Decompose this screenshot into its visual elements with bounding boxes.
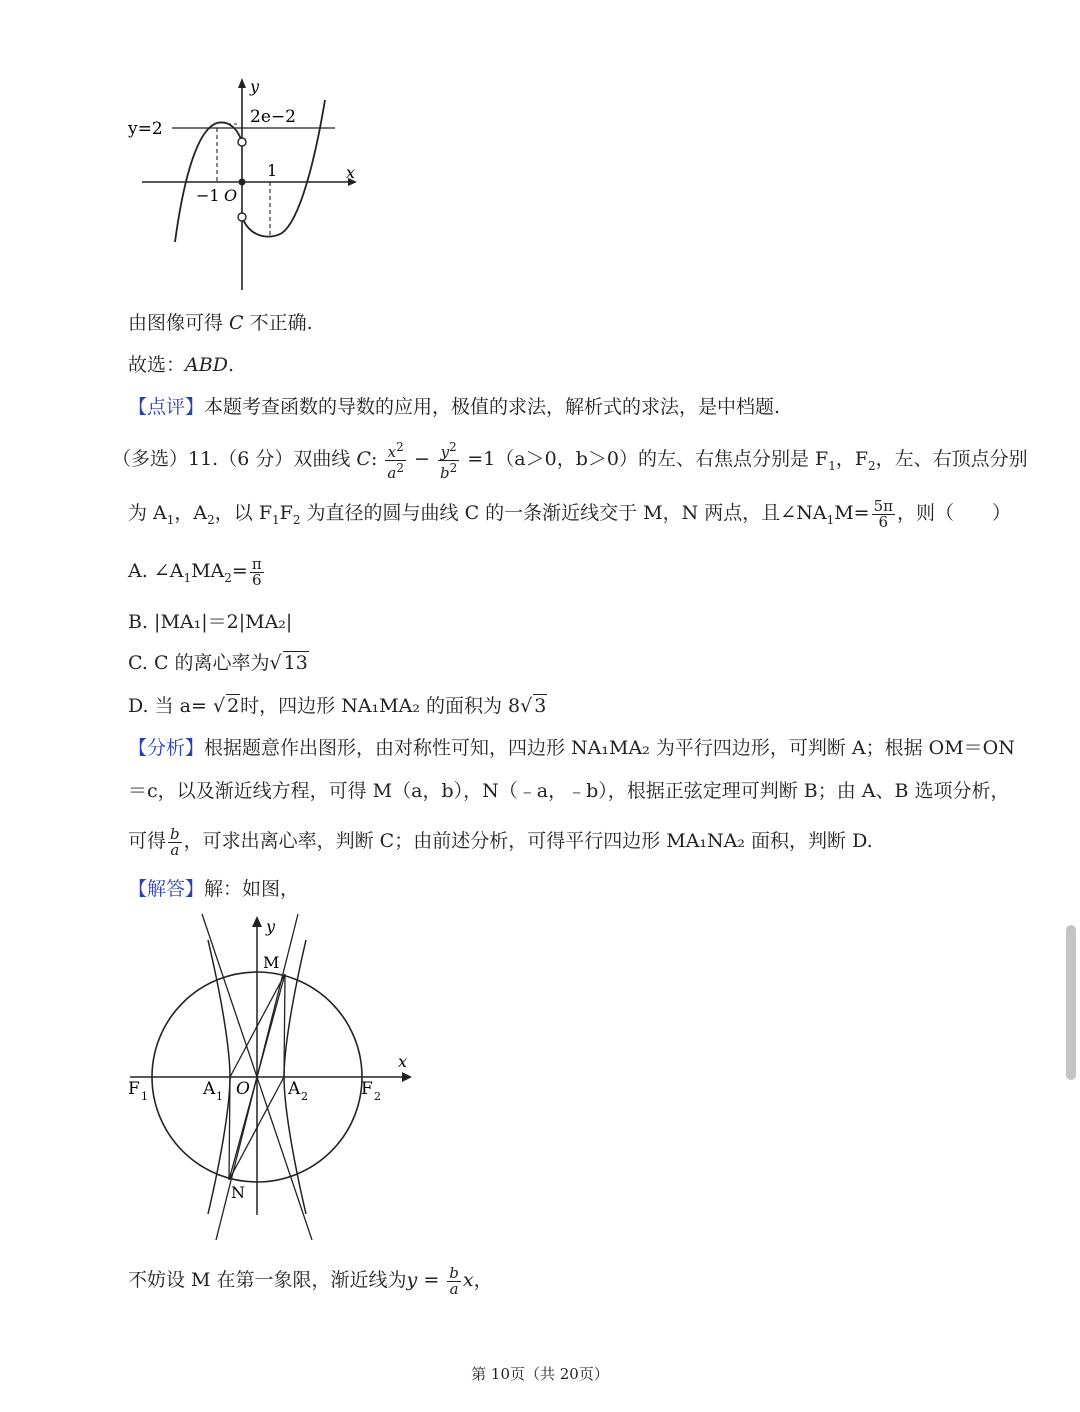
den: a	[170, 840, 180, 859]
analysis-text: 根据题意作出图形，由对称性可知，四边形 NA₁MA₂ 为平行四边形，可判断 A；根据 OM＝ON	[204, 737, 1015, 759]
var-C: C	[356, 448, 371, 470]
analysis-tag: 【分析】	[128, 737, 205, 759]
comment-line	[128, 395, 780, 419]
text: M=	[834, 502, 870, 524]
label-y2: y=2	[128, 119, 163, 139]
text: C. C 的离心率为	[128, 652, 270, 674]
text: ，则（ ）	[897, 502, 1012, 524]
scrollbar-thumb[interactable]	[1066, 925, 1076, 1080]
num: b	[170, 824, 180, 843]
text: MA	[191, 560, 225, 582]
text: =1（a＞0，b＞0）的左、右焦点分别是 F	[467, 448, 829, 470]
answer-body: 解：如图，	[204, 878, 300, 900]
label-A1: A	[203, 1079, 216, 1099]
label-A2-sub: 2	[301, 1090, 308, 1103]
sqrt-value: 13	[283, 652, 308, 674]
text: .	[227, 354, 234, 376]
comment-body: 本题考查函数的导数的应用，极值的求法，解析式的求法，是中档题.	[204, 396, 781, 418]
fraction-b-a	[447, 1263, 461, 1298]
label-A1-sub: 1	[216, 1090, 223, 1103]
open-point-bottom	[238, 213, 246, 221]
label-F2-sub: 2	[374, 1090, 381, 1103]
num: y	[440, 442, 450, 461]
label-y: y	[266, 917, 276, 936]
fraction-pi-6	[250, 554, 264, 589]
text: 时，四边形 NA₁MA₂ 的面积为 8	[240, 695, 521, 717]
text: 故选：	[128, 354, 186, 376]
option-a: A. $\angle A_1MA_2=$ $\frac{\pi}{6}$	[128, 554, 262, 589]
analysis-line-2: ＝c，以及渐近线方程，可得 M（a，b），N（﹣a，﹣b），根据正弦定理可判断 B；由 A、B 选项分析，	[128, 780, 1010, 802]
fraction-y2-b2: $\frac{y^2}{b^2}$	[440, 439, 458, 482]
analysis-line-3	[128, 818, 873, 864]
label-N: N	[231, 1183, 245, 1202]
label-A2: A	[288, 1079, 301, 1099]
label-F1: F	[128, 1079, 140, 1099]
den: a	[449, 1279, 459, 1298]
question-line-2: 为 $A_1$，$A_2$，以 $F_1F_2$ 为直径的圆与曲线 C 的一条渐近线交于 M，N 两点，且$\angle NA_1M=$ $\frac{5\pi}{6}$ ，则（ ）	[128, 496, 1012, 531]
num: x	[387, 442, 397, 461]
text: ，以 F	[214, 502, 273, 524]
label-O: O	[224, 186, 238, 205]
text: 由图像可得	[128, 312, 230, 334]
var-C: C	[229, 312, 244, 334]
text: =	[417, 1269, 446, 1291]
question-line-1: （多选）11.（6 分）双曲线 C: $\frac{x^2}{a^2}$ − $\frac{y^2}{b^2}$ =1（a＞0，b＞0）的左、右焦点分别是 $F_1$，$F_2$，左、右顶点分别	[112, 439, 1028, 482]
label-x: x	[398, 1052, 408, 1071]
text: ，左、右顶点分别	[875, 448, 1028, 470]
fraction-5pi-6	[872, 496, 895, 531]
num: π	[251, 554, 262, 573]
sqrt-sign: √	[520, 695, 533, 717]
sqrt-value: 2	[227, 695, 240, 717]
answer-tag: 【解答】	[128, 878, 205, 900]
option-d	[128, 694, 547, 718]
text: 为直径的圆与曲线 C 的一条渐近线交于 M，N 两点，且∠NA	[300, 502, 827, 524]
hyperbola-graph	[120, 910, 420, 1240]
open-point-top	[238, 138, 246, 146]
y-axis-arrow	[252, 916, 262, 927]
minus: −	[414, 448, 430, 470]
comment-tag: 【点评】	[128, 396, 205, 418]
conclusion-line	[128, 311, 313, 335]
sqrt-sign: √	[269, 652, 282, 674]
label-x: x	[346, 163, 356, 182]
text: =	[231, 560, 248, 582]
sqrt-sign: √	[212, 695, 226, 717]
den: 6	[878, 512, 889, 531]
label-minus1: −1	[196, 186, 220, 205]
fraction-x2-a2: $\frac{x^2}{a^2}$	[387, 439, 404, 482]
choice-line	[128, 353, 234, 377]
page-footer: 第 10页（共 20页）	[471, 1365, 609, 1383]
last-line	[128, 1257, 493, 1303]
text: A. ∠A	[128, 560, 184, 582]
origin-point	[239, 179, 246, 186]
text: 为 A	[128, 502, 167, 524]
num: 5π	[873, 496, 893, 515]
text: ，	[473, 1269, 493, 1291]
den: 6	[252, 570, 262, 589]
num: b	[449, 1263, 459, 1282]
text: 可得	[128, 830, 167, 852]
label-F2: F	[361, 1079, 373, 1099]
question-head: （多选）11.（6 分）双曲线	[112, 448, 357, 470]
den: a	[387, 463, 397, 482]
option-b: B. |MA₁|＝2|MA₂|	[128, 611, 293, 633]
analysis-line-1	[128, 736, 1015, 760]
den: b	[440, 463, 450, 482]
x-axis-arrow	[402, 1072, 412, 1082]
var-x: x	[462, 1269, 474, 1291]
label-M: M	[263, 953, 280, 972]
answer-line	[128, 877, 299, 901]
label-2e2: 2e−2	[250, 107, 296, 127]
sqrt-value: 3	[534, 695, 547, 717]
label-F1-sub: 1	[141, 1090, 148, 1103]
text: :	[370, 448, 378, 470]
var-ABD: ABD	[185, 354, 228, 376]
label-y: y	[250, 77, 260, 96]
option-c	[128, 651, 309, 675]
fraction-b-a	[168, 824, 182, 859]
label-1: 1	[267, 161, 278, 180]
text: 不正确.	[243, 312, 313, 334]
text: D. 当 a=	[128, 695, 213, 717]
text: ，可求出离心率，判断 C；由前述分析，可得平行四边形 MA₁NA₂ 面积，判断 D.	[183, 830, 873, 852]
text: 不妨设 M 在第一象限，渐近线为	[128, 1269, 407, 1291]
function-graph	[120, 70, 370, 295]
var-y: y	[406, 1269, 418, 1291]
label-O: O	[236, 1079, 250, 1099]
